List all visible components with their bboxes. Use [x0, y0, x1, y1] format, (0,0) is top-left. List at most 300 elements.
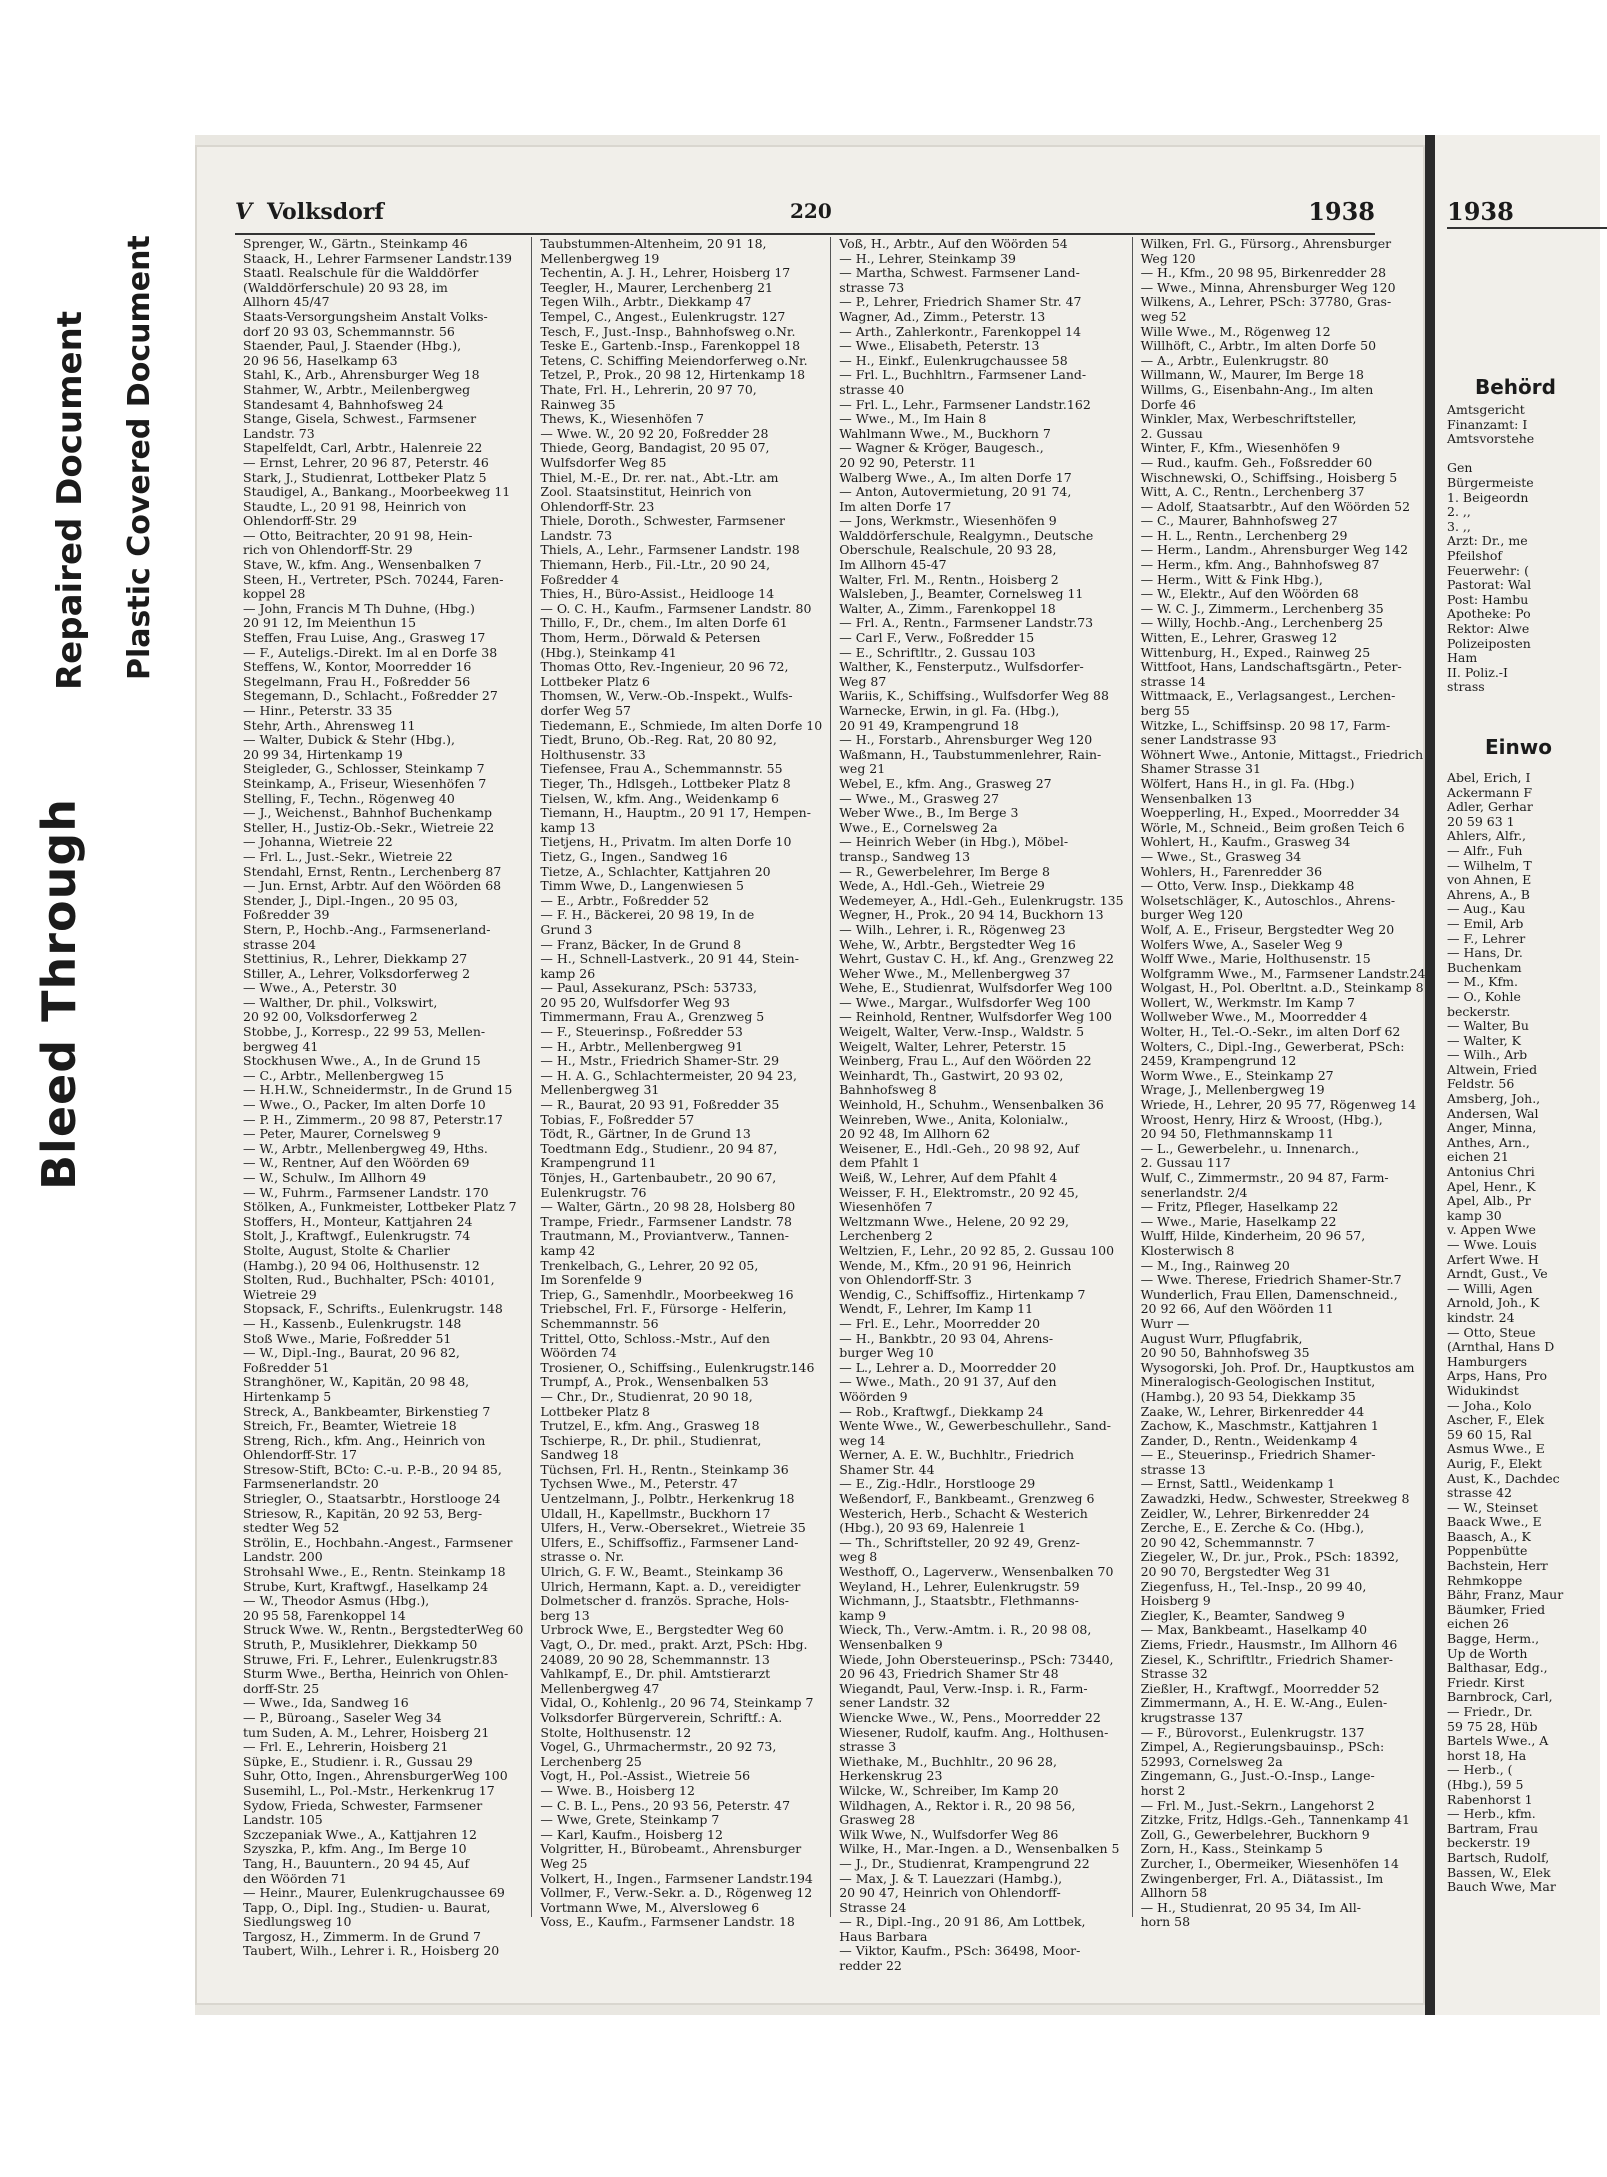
- directory-entry: Wegner, H., Prok., 20 94 14, Buckhorn 13: [839, 907, 1104, 923]
- directory-entry: krugstrasse 137: [1140, 1709, 1244, 1725]
- directory-entry: strasse 13: [1140, 1461, 1206, 1477]
- directory-entry: 20 94 50, Flethmannskamp 11: [1140, 1126, 1334, 1142]
- directory-entry: August Wurr, Pflugfabrik,: [1140, 1330, 1303, 1346]
- directory-entry: — P., Lehrer, Friedrich Shamer Str. 47: [839, 294, 1082, 310]
- strip-entry: Arzt: Dr., me: [1447, 533, 1528, 549]
- authorities-list: [1447, 403, 1607, 695]
- directory-entry: kamp 26: [540, 965, 596, 981]
- strip-entry: Post: Hambu: [1447, 591, 1529, 607]
- directory-entry: Stegelmann, Frau H., Foßredder 56: [243, 673, 471, 689]
- directory-entry: Stelling, F., Techn., Rögenweg 40: [243, 790, 455, 806]
- directory-entry: Im Sorenfelde 9: [540, 1272, 643, 1288]
- strip-entry: eichen 26: [1447, 1616, 1509, 1632]
- strip-entry: Ahlers, Alfr.,: [1447, 828, 1527, 844]
- directory-entry: strasse 40: [839, 381, 905, 397]
- strip-entry: Asmus Wwe., E: [1447, 1441, 1545, 1457]
- directory-entry: 20 92 90, Peterstr. 11: [839, 454, 977, 470]
- directory-entry: burger Weg 120: [1140, 907, 1244, 923]
- strip-entry: (Arnthal, Hans D: [1447, 1339, 1555, 1355]
- strip-entry: — Walter, K: [1447, 1032, 1521, 1048]
- directory-entry: (Hambg.), 20 94 06, Holthusenstr. 12: [243, 1257, 480, 1273]
- directory-entry: Wariis, K., Schiffsing., Wulfsdorfer Weg 88: [839, 688, 1109, 704]
- strip-entry: — Wwe. Louis: [1447, 1237, 1537, 1252]
- strip-entry: v. Appen Wwe: [1447, 1222, 1536, 1238]
- directory-entry: Stendahl, Ernst, Rentn., Lerchenberg 87: [243, 863, 502, 879]
- directory-entry: — C. B. L., Pens., 20 93 56, Peterstr. 47: [540, 1797, 791, 1813]
- directory-entry: — F., Steuerinsp., Foßredder 53: [540, 1024, 743, 1040]
- directory-entry: — P., Büroang., Saseler Weg 34: [243, 1709, 442, 1725]
- directory-entry: — Johanna, Wietreie 22: [243, 834, 393, 850]
- strip-entry: Apel, Henr., K: [1447, 1178, 1536, 1194]
- directory-entry: Walter, Frl. M., Rentn., Hoisberg 2: [839, 571, 1059, 587]
- directory-entry: Ulrich, Hermann, Kapt. a. D., vereidigter: [540, 1578, 801, 1594]
- directory-entry: Wietreie 29: [243, 1286, 317, 1302]
- directory-entry: Wolgast, H., Pol. Oberltnt. a.D., Steinkamp 8: [1140, 980, 1424, 996]
- directory-entry: Wilke, H., Mar.-Ingen. a D., Wensenbalken 5: [839, 1841, 1120, 1857]
- column-4: [1133, 236, 1434, 1930]
- strip-entry: — F., Lehrer: [1447, 930, 1526, 946]
- strip-entry: Arfert Wwe. H: [1447, 1251, 1539, 1267]
- strip-entry: Arndt, Gust., Ve: [1447, 1266, 1548, 1282]
- directory-entry: Thiede, Georg, Bandagist, 20 95 07,: [540, 440, 770, 456]
- directory-entry: Zingemann, G., Just.-O.-Insp., Lange-: [1140, 1768, 1375, 1784]
- directory-entry: (Hbg.), 20 93 69, Halenreie 1: [839, 1520, 1026, 1536]
- directory-entry: Wilken, Frl. G., Fürsorg., Ahrensburger: [1140, 236, 1392, 251]
- strip-entry: Amtsvorstehe: [1447, 431, 1535, 447]
- directory-entry: Tetzel, P., Prok., 20 98 12, Hirtenkamp 18: [540, 367, 806, 383]
- directory-entry: Tietze, A., Schlachter, Kattjahren 20: [540, 863, 771, 879]
- directory-entry: Westerich, Herb., Schacht & Westerich: [839, 1505, 1088, 1521]
- directory-entry: Strölin, E., Hochbahn.-Angest., Farmsener: [243, 1534, 513, 1550]
- directory-entry: Volgritter, H., Bürobeamt., Ahrensburger: [540, 1841, 802, 1857]
- directory-entry: Wagner, Ad., Zimm., Peterstr. 13: [839, 308, 1046, 324]
- directory-entry: — Frl. E., Lehrerin, Hoisberg 21: [243, 1739, 449, 1755]
- directory-entry: Wendt, F., Lehrer, Im Kamp 11: [839, 1301, 1034, 1317]
- directory-entry: Grund 3: [540, 921, 593, 937]
- directory-entry: den Wöörden 71: [243, 1870, 347, 1886]
- directory-entry: Wischnewski, O., Schiffsing., Hoisberg 5: [1140, 469, 1398, 485]
- book-gutter: [1425, 135, 1435, 2015]
- directory-entry: — F., Auteligs.-Direkt. Im al en Dorfe 38: [243, 644, 498, 660]
- directory-entry: Weber Wwe., B., Im Berge 3: [839, 805, 1019, 821]
- directory-entry: Wöhnert Wwe., Antonie, Mittagst., Friedrich: [1140, 746, 1424, 762]
- directory-entry: Landstr. 105: [243, 1812, 323, 1828]
- directory-entry: Wehe, W., Arbtr., Bergstedter Weg 16: [839, 936, 1076, 952]
- directory-entry: 2. Gussau 117: [1140, 1155, 1231, 1171]
- directory-entry: — Wwe. W., 20 92 20, Foßredder 28: [540, 425, 769, 441]
- directory-entry: berg 13: [540, 1607, 590, 1623]
- directory-entry: Steigleder, G., Schlosser, Steinkamp 7: [243, 761, 485, 777]
- directory-entry: — Walter, Gärtn., 20 98 28, Holsberg 80: [540, 1199, 796, 1215]
- directory-entry: Stranghöner, W., Kapitän, 20 98 48,: [243, 1374, 470, 1390]
- directory-entry: Zimpel, A., Regierungsbauinsp., PSch:: [1140, 1739, 1385, 1755]
- directory-entry: Streich, Fr., Beamter, Wietreie 18: [243, 1418, 457, 1434]
- directory-entry: Weigelt, Walter, Lehrer, Peterstr. 15: [839, 1038, 1067, 1054]
- directory-entry: Weinhardt, Th., Gastwirt, 20 93 02,: [839, 1067, 1064, 1083]
- directory-entry: Vogel, G., Uhrmachermstr., 20 92 73,: [540, 1739, 777, 1755]
- strip-entry: beckerstr. 19: [1447, 1835, 1531, 1851]
- directory-entry: Wohlers, H., Farenredder 36: [1140, 863, 1323, 879]
- directory-entry: Weigelt, Walter, Verw.-Insp., Waldstr. 5: [839, 1024, 1085, 1040]
- strip-entry: — O., Kohle: [1447, 988, 1521, 1004]
- repaired-document-label: Repaired Document: [50, 310, 90, 690]
- strip-entry: Abel, Erich, I: [1447, 770, 1531, 785]
- directory-entry: Wente Wwe., W., Gewerbeschullehr., Sand-: [839, 1418, 1111, 1434]
- directory-entry: Warnecke, Erwin, in gl. Fa. (Hbg.),: [839, 703, 1060, 718]
- directory-entry: Wrage, J., Mellenbergweg 19: [1140, 1082, 1325, 1098]
- directory-entry: Vahlkampf, E., Dr. phil. Amtstierarzt: [540, 1666, 771, 1682]
- directory-entry: Stahmer, W., Arbtr., Meilenbergweg: [243, 381, 471, 397]
- directory-entry: Taubert, Wilh., Lehrer i. R., Hoisberg 20: [243, 1943, 500, 1959]
- directory-entry: strasse o. Nr.: [540, 1549, 625, 1565]
- directory-entry: Stolte, August, Stolte & Charlier: [243, 1242, 451, 1258]
- directory-entry: Voß, H., Arbtr., Auf den Wöörden 54: [839, 236, 1068, 251]
- strip-entry: 20 59 63 1: [1447, 813, 1515, 829]
- directory-entry: Trosiener, O., Schiffsing., Eulenkrugstr.146: [540, 1359, 815, 1375]
- strip-entry: — W., Steinset: [1447, 1499, 1538, 1515]
- directory-entry: Ulrich, G. F. W., Beamt., Steinkamp 36: [540, 1564, 784, 1580]
- directory-entry: — Wwe. B., Hoisberg 12: [540, 1782, 695, 1798]
- directory-entry: Stolte, Holthusenstr. 12: [540, 1724, 692, 1740]
- strip-entry: Pfeilshof: [1447, 547, 1503, 563]
- directory-entry: Mellenbergweg 31: [540, 1082, 660, 1098]
- directory-entry: — Ernst, Lehrer, 20 96 87, Peterstr. 46: [243, 454, 489, 470]
- residents-heading: Einwo: [1485, 735, 1552, 759]
- strip-entry: Altwein, Fried: [1447, 1061, 1538, 1077]
- strip-entry: Widukindst: [1447, 1382, 1519, 1398]
- strip-entry: Apel, Alb., Pr: [1447, 1193, 1531, 1209]
- directory-entry: — Walther, Dr. phil., Volkswirt,: [243, 994, 438, 1010]
- directory-entry: Stölken, A., Funkmeister, Lottbeker Platz 7: [243, 1199, 517, 1215]
- directory-entry: Thate, Frl. H., Lehrerin, 20 97 70,: [540, 381, 757, 397]
- directory-entry: Striesow, R., Kapitän, 20 92 53, Berg-: [243, 1505, 483, 1521]
- directory-entry: 20 90 70, Bergstedter Weg 31: [1140, 1564, 1332, 1580]
- strip-entry: Buchenkam: [1447, 959, 1522, 975]
- directory-entry: — Wwe., Math., 20 91 37, Auf den: [839, 1374, 1057, 1390]
- directory-entry: Stobbe, J., Korresp., 22 99 53, Mellen-: [243, 1024, 486, 1040]
- directory-entry: Zimmermann, A., H. E. W.-Ang., Eulen-: [1140, 1695, 1388, 1711]
- directory-entry: 20 92 00, Volksdorferweg 2: [243, 1009, 418, 1025]
- place-name: Volksdorf: [267, 199, 384, 225]
- directory-entry: Timmermann, Frau A., Grenzweg 5: [540, 1009, 765, 1025]
- directory-entry: — A., Arbtr., Eulenkrugstr. 80: [1140, 352, 1329, 368]
- directory-entry: Steffen, Frau Luise, Ang., Grasweg 17: [243, 630, 486, 646]
- top-margin: [0, 0, 1600, 48]
- directory-entry: koppel 28: [243, 586, 306, 602]
- strip-entry: Ahrens, A., B: [1447, 886, 1530, 902]
- directory-entry: — H., Bankbtr., 20 93 04, Ahrens-: [839, 1330, 1054, 1346]
- directory-entry: — Otto, Beitrachter, 20 91 98, Hein-: [243, 527, 473, 543]
- directory-entry: Wensenbalken 9: [839, 1637, 943, 1652]
- directory-entry: Wiegandt, Paul, Verw.-Insp. i. R., Farm-: [839, 1680, 1088, 1696]
- directory-entry: — Wwe., Margar., Wulfsdorfer Weg 100: [839, 994, 1091, 1010]
- directory-entry: (Hambg.), 20 93 54, Diekkamp 35: [1140, 1388, 1356, 1404]
- directory-entry: Wolff Wwe., Marie, Holthusenstr. 15: [1140, 951, 1371, 967]
- directory-entry: Volkert, H., Ingen., Farmsener Landstr.194: [540, 1870, 813, 1886]
- strip-entry: Baack Wwe., E: [1447, 1514, 1542, 1530]
- directory-entry: — M., Ing., Rainweg 20: [1140, 1257, 1290, 1273]
- directory-entry: Wende, M., Kfm., 20 91 96, Heinrich: [839, 1257, 1072, 1273]
- directory-entry: — H., Kfm., 20 98 95, Birkenredder 28: [1140, 265, 1387, 281]
- directory-entry: — Jons, Werkmstr., Wiesenhöfen 9: [839, 513, 1057, 529]
- directory-entry: Wehe, E., Studienrat, Wulfsdorfer Weg 100: [839, 980, 1113, 996]
- strip-entry: (Hbg.), 59 5: [1447, 1776, 1524, 1792]
- strip-entry: Amsberg, Joh.,: [1447, 1091, 1541, 1107]
- directory-entry: Stahl, K., Arb., Ahrensburger Weg 18: [243, 367, 480, 383]
- directory-entry: Wöörden 74: [540, 1345, 617, 1361]
- directory-entry: Teegler, H., Maurer, Lerchenberg 21: [540, 279, 773, 295]
- directory-entry: Wörle, M., Schneid., Beim großen Teich 6: [1140, 819, 1405, 835]
- directory-entry: Thiels, A., Lehr., Farmsener Landstr. 198: [540, 542, 800, 558]
- directory-entry: Urbrock Wwe, E., Bergstedter Weg 60: [540, 1622, 784, 1638]
- directory-entry: — Herm., kfm. Ang., Bahnhofsweg 87: [1140, 557, 1380, 573]
- directory-entry: Tödt, R., Gärtner, In de Grund 13: [540, 1126, 751, 1142]
- directory-entry: Wolsetschläger, K., Autoschlos., Ahrens-: [1140, 892, 1396, 908]
- directory-entry: — E., Zig.-Hdlr., Horstlooge 29: [839, 1476, 1036, 1492]
- directory-entry: — W., Arbtr., Mellenbergweg 49, Hths.: [243, 1140, 488, 1156]
- directory-entry: Steen, H., Vertreter, PSch. 70244, Faren-: [243, 571, 504, 587]
- directory-entry: Struck Wwe. W., Rentn., BergstedterWeg 60: [243, 1622, 524, 1638]
- directory-entry: Triebschel, Frl. F., Fürsorge - Helferin,: [540, 1301, 787, 1317]
- directory-entry: Wichmann, J., Staatsbtr., Flethmanns-: [839, 1593, 1079, 1609]
- directory-entry: Vollmer, F., Verw.-Sekr. a. D., Rögenweg 12: [540, 1885, 813, 1901]
- strip-entry: eichen 21: [1447, 1149, 1509, 1165]
- directory-entry: kamp 13: [540, 819, 596, 835]
- directory-entry: transp., Sandweg 13: [839, 848, 971, 864]
- directory-entry: Wedemeyer, A., Hdl.-Geh., Eulenkrugstr. 135: [839, 892, 1124, 908]
- directory-entry: Trampe, Friedr., Farmsener Landstr. 78: [540, 1213, 792, 1229]
- directory-entry: Strohsahl Wwe., E., Rentn. Steinkamp 18: [243, 1564, 506, 1580]
- directory-entry: Wiethake, M., Buchhltr., 20 96 28,: [839, 1753, 1057, 1769]
- directory-entry: — C., Maurer, Bahnhofsweg 27: [1140, 513, 1338, 529]
- directory-entry: Taubstummen-Altenheim, 20 91 18,: [540, 236, 767, 251]
- directory-entry: Wolter, H., Tel.-O.-Sekr., im alten Dorf 62: [1140, 1024, 1401, 1040]
- directory-entry: Wiesenhöfen 7: [839, 1199, 933, 1215]
- directory-entry: — W., Theodor Asmus (Hbg.),: [243, 1593, 430, 1609]
- directory-entry: — L., Lehrer a. D., Moorredder 20: [839, 1359, 1057, 1375]
- directory-entry: Tiedemann, E., Schmiede, Im alten Dorfe 10: [540, 717, 823, 733]
- directory-entry: dem Pfahlt 1: [839, 1155, 920, 1171]
- directory-entry: Witten, E., Lehrer, Grasweg 12: [1140, 630, 1338, 646]
- directory-entry: Wittenburg, H., Exped., Rainweg 25: [1140, 644, 1371, 660]
- directory-columns: [235, 236, 1426, 1974]
- directory-entry: Trutzel, E., kfm. Ang., Grasweg 18: [540, 1418, 760, 1434]
- directory-entry: Weltzmann Wwe., Helene, 20 92 29,: [839, 1213, 1070, 1229]
- directory-entry: — W., Dipl.-Ing., Baurat, 20 96 82,: [243, 1345, 460, 1361]
- strip-entry: — M., Kfm.: [1447, 974, 1518, 990]
- directory-entry: Zorn, H., Kass., Steinkamp 5: [1140, 1841, 1323, 1857]
- directory-entry: Teske E., Gartenb.-Insp., Farenkoppel 18: [540, 338, 801, 354]
- strip-entry: II. Poliz.-I: [1447, 664, 1508, 680]
- directory-entry: — H., Kassenb., Eulenkrugstr. 148: [243, 1315, 462, 1331]
- directory-entry: — Reinhold, Rentner, Wulfsdorfer Weg 100: [839, 1009, 1112, 1025]
- directory-entry: Im Allhorn 45-47: [839, 557, 947, 573]
- directory-entry: (Walddörferschule) 20 93 28, im: [243, 279, 448, 295]
- directory-entry: Walberg Wwe., A., Im alten Dorfe 17: [839, 469, 1072, 485]
- directory-entry: — Frl. L., Buchhltrn., Farmsener Land-: [839, 367, 1087, 383]
- strip-entry: — Walter, Bu: [1447, 1018, 1529, 1034]
- strip-entry: Bartsch, Rudolf,: [1447, 1849, 1550, 1865]
- directory-entry: — H., Studienrat, 20 95 34, Im All-: [1140, 1899, 1361, 1915]
- directory-entry: Willmann, W., Maurer, Im Berge 18: [1140, 367, 1364, 383]
- directory-entry: — Martha, Schwest. Farmsener Land-: [839, 265, 1080, 281]
- directory-entry: Zitzke, Fritz, Hdlgs.-Geh., Tannenkamp 41: [1140, 1812, 1410, 1828]
- strip-entry: — Wilhelm, T: [1447, 857, 1532, 873]
- directory-entry: Lerchenberg 2: [839, 1228, 933, 1244]
- directory-entry: Lottbeker Platz 8: [540, 1403, 650, 1419]
- directory-entry: Shamer Strasse 31: [1140, 761, 1261, 777]
- directory-entry: Winkler, Max, Werbeschriftsteller,: [1140, 411, 1357, 427]
- directory-entry: Woepperling, H., Exped., Moorredder 34: [1140, 805, 1400, 821]
- directory-entry: Ohlendorff-Str. 17: [243, 1447, 357, 1463]
- directory-entry: Thiele, Doroth., Schwester, Farmsener: [540, 513, 785, 529]
- directory-entry: Bahnhofsweg 8: [839, 1082, 937, 1098]
- directory-entry: 20 92 66, Auf den Wöörden 11: [1140, 1301, 1334, 1317]
- directory-entry: Mellenbergweg 19: [540, 250, 660, 266]
- directory-entry: Weisener, E., Hdl.-Geh., 20 98 92, Auf: [839, 1140, 1080, 1156]
- directory-entry: Wolters, C., Dipl.-Ing., Gewerberat, PSch:: [1140, 1038, 1405, 1054]
- directory-entry: 20 96 56, Haselkamp 63: [243, 352, 398, 368]
- directory-entry: Landstr. 200: [243, 1549, 323, 1565]
- directory-entry: Trenkelbach, G., Lehrer, 20 92 05,: [540, 1257, 759, 1273]
- strip-entry: — Emil, Arb: [1447, 915, 1524, 931]
- directory-entry: Tüchsen, Frl. H., Rentn., Steinkamp 36: [540, 1461, 789, 1477]
- directory-entry: redder 22: [839, 1958, 902, 1974]
- directory-entry: Lerchenberg 25: [540, 1753, 642, 1769]
- directory-entry: strasse 3: [839, 1739, 897, 1755]
- directory-entry: Wölfert, Hans H., in gl. Fa. (Hbg.): [1140, 775, 1355, 791]
- strip-entry: Polizeiposten: [1447, 635, 1531, 651]
- directory-entry: Dolmetscher d. französ. Sprache, Hols-: [540, 1593, 789, 1609]
- scanned-spread: [195, 135, 1600, 2015]
- directory-entry: Stolten, Rud., Buchhalter, PSch: 40101,: [243, 1272, 495, 1288]
- directory-entry: Weg 120: [1140, 250, 1196, 266]
- directory-entry: Wille Wwe., M., Rögenweg 12: [1140, 323, 1331, 339]
- directory-entry: Steffens, W., Kontor, Moorredder 16: [243, 659, 472, 675]
- authorities-heading: Behörd: [1475, 375, 1556, 399]
- directory-entry: Wilcke, W., Schreiber, Im Kamp 20: [839, 1782, 1059, 1798]
- strip-entry: Balthasar, Edg.,: [1447, 1660, 1548, 1676]
- directory-entry: Staatl. Realschule für die Walddörfer: [243, 265, 479, 281]
- directory-entry: 20 90 42, Schemmannstr. 7: [1140, 1534, 1315, 1550]
- directory-entry: Stoffers, H., Monteur, Kattjahren 24: [243, 1213, 473, 1229]
- directory-entry: — Carl F., Verw., Foßredder 15: [839, 630, 1035, 646]
- strip-entry: 3. ,,: [1447, 518, 1471, 534]
- directory-entry: horst 2: [1140, 1782, 1186, 1798]
- directory-entry: 52993, Cornelsweg 2a: [1140, 1753, 1283, 1769]
- directory-entry: Süpke, E., Studienr. i. R., Gussau 29: [243, 1753, 473, 1769]
- directory-entry: Wulff, Hilde, Kinderheim, 20 96 57,: [1140, 1228, 1366, 1244]
- directory-entry: Stiller, A., Lehrer, Volksdorferweg 2: [243, 965, 471, 981]
- directory-entry: Steinkamp, A., Friseur, Wiesenhöfen 7: [243, 775, 487, 791]
- directory-entry: Wunderlich, Frau Ellen, Damenschneid.,: [1140, 1286, 1398, 1302]
- directory-entry: Voss, E., Kaufm., Farmsener Landstr. 18: [540, 1914, 795, 1930]
- strip-entry: Bähr, Franz, Maur: [1447, 1587, 1564, 1603]
- directory-entry: Shamer Str. 44: [839, 1461, 935, 1477]
- directory-entry: Uldall, H., Kapellmstr., Buckhorn 17: [540, 1505, 771, 1521]
- next-page-strip: [1435, 135, 1600, 2015]
- directory-entry: Walter, A., Zimm., Farenkoppel 18: [839, 600, 1056, 616]
- strip-entry: — Willi, Agen: [1447, 1280, 1533, 1296]
- directory-entry: — F., Bürovorst., Eulenkrugstr. 137: [1140, 1724, 1365, 1740]
- strip-entry: Bagge, Herm.,: [1447, 1631, 1540, 1647]
- directory-entry: Trittel, Otto, Schloss.-Mstr., Auf den: [540, 1330, 770, 1346]
- directory-entry: Webel, E., kfm. Ang., Grasweg 27: [839, 775, 1052, 791]
- directory-entry: — Wwe., A., Peterstr. 30: [243, 980, 397, 996]
- directory-entry: — Franz, Bäcker, In de Grund 8: [540, 936, 742, 952]
- column-3: [831, 236, 1132, 1974]
- strip-entry: Ascher, F., Elek: [1447, 1412, 1545, 1428]
- strip-entry: Antonius Chri: [1447, 1164, 1535, 1180]
- directory-entry: Willhöft, C., Arbtr., Im alten Dorfe 50: [1140, 338, 1377, 354]
- directory-entry: — Frl. L., Just.-Sekr., Wietreie 22: [243, 848, 453, 864]
- directory-entry: — H.H.W., Schneidermstr., In de Grund 15: [243, 1082, 513, 1098]
- strip-entry: 59 75 28, Hüb: [1447, 1718, 1538, 1734]
- directory-entry: Weinberg, Frau L., Auf den Wöörden 22: [839, 1053, 1092, 1069]
- directory-entry: Thomsen, W., Verw.-Ob.-Inspekt., Wulfs-: [540, 688, 793, 704]
- directory-entry: Walther, K., Fensterputz., Wulfsdorfer-: [839, 659, 1084, 675]
- directory-entry: Streck, A., Bankbeamter, Birkenstieg 7: [243, 1403, 491, 1419]
- directory-entry: — Anton, Autovermietung, 20 91 74,: [839, 484, 1072, 500]
- strip-entry: Friedr. Kirst: [1447, 1674, 1525, 1690]
- directory-entry: Weiß, W., Lehrer, Auf dem Pfahlt 4: [839, 1170, 1058, 1185]
- directory-entry: rich von Ohlendorff-Str. 29: [243, 542, 413, 558]
- strip-entry: 59 60 15, Ral: [1447, 1426, 1532, 1442]
- directory-entry: sener Landstrasse 93: [1140, 732, 1277, 748]
- strip-entry: horst 18, Ha: [1447, 1747, 1527, 1763]
- directory-entry: strasse 14: [1140, 673, 1206, 689]
- directory-entry: Stockhusen Wwe., A., In de Grund 15: [243, 1053, 481, 1069]
- directory-entry: — H., Einkf., Eulenkrugchaussee 58: [839, 352, 1068, 368]
- directory-entry: Herkenskrug 23: [839, 1768, 943, 1784]
- directory-entry: — H. A. G., Schlachtermeister, 20 94 23,: [540, 1067, 797, 1083]
- directory-entry: berg 55: [1140, 703, 1190, 718]
- directory-entry: — Wwe, Grete, Steinkamp 7: [540, 1812, 720, 1828]
- strip-entry: Anthes, Arn.,: [1447, 1134, 1530, 1150]
- directory-entry: Schemmannstr. 56: [540, 1315, 659, 1331]
- directory-entry: Strasse 24: [839, 1899, 907, 1915]
- directory-entry: Klosterwisch 8: [1140, 1242, 1235, 1258]
- directory-entry: — W., Schulw., Im Allhorn 49: [243, 1170, 427, 1185]
- directory-entry: Stoß Wwe., Marie, Foßredder 51: [243, 1330, 452, 1346]
- strip-entry: Finanzamt: I: [1447, 416, 1528, 432]
- directory-entry: — Wilh., Lehrer, i. R., Rögenweg 23: [839, 921, 1066, 937]
- directory-entry: — Karl, Kaufm., Hoisberg 12: [540, 1826, 723, 1842]
- directory-entry: Wensenbalken 13: [1140, 790, 1253, 806]
- directory-entry: Weinhold, H., Schuhm., Wensenbalken 36: [839, 1097, 1104, 1113]
- directory-entry: Tönjes, H., Gartenbaubetr., 20 90 67,: [540, 1170, 777, 1185]
- directory-entry: Zachow, K., Maschmstr., Kattjahren 1: [1140, 1418, 1379, 1434]
- directory-entry: 2. Gussau: [1140, 425, 1203, 441]
- directory-entry: Wilkens, A., Lehrer, PSch: 37780, Gras-: [1140, 294, 1392, 310]
- directory-entry: — H., Lehrer, Steinkamp 39: [839, 250, 1016, 266]
- directory-entry: Mellenbergweg 47: [540, 1680, 660, 1696]
- strip-entry: von Ahnen, E: [1447, 872, 1532, 888]
- directory-entry: — E., Arbtr., Foßredder 52: [540, 892, 709, 908]
- directory-entry: Tieger, Th., Hdlsgeh., Lottbeker Platz 8: [540, 775, 791, 791]
- directory-entry: Zoll, G., Gewerbelehrer, Buckhorn 9: [1140, 1826, 1370, 1842]
- directory-entry: — H. L., Rentn., Lerchenberg 29: [1140, 527, 1348, 543]
- directory-entry: senerlandstr. 2/4: [1140, 1184, 1248, 1200]
- directory-entry: Stark, J., Studienrat, Lottbeker Platz 5: [243, 469, 487, 485]
- directory-entry: Weltzien, F., Lehr., 20 92 85, 2. Gussau 100: [839, 1242, 1115, 1258]
- directory-entry: — W., Elektr., Auf den Wöörden 68: [1140, 586, 1359, 602]
- directory-entry: Zeidler, W., Lehrer, Birkenredder 24: [1140, 1505, 1370, 1521]
- directory-entry: — Frl. A., Rentn., Farmsener Landstr.73: [839, 615, 1094, 631]
- directory-entry: Thiel, M.-E., Dr. rer. nat., Abt.-Ltr. am: [540, 469, 779, 485]
- directory-entry: Siedlungsweg 10: [243, 1914, 352, 1930]
- directory-entry: Thies, H., Büro-Assist., Heidlooge 14: [540, 586, 775, 602]
